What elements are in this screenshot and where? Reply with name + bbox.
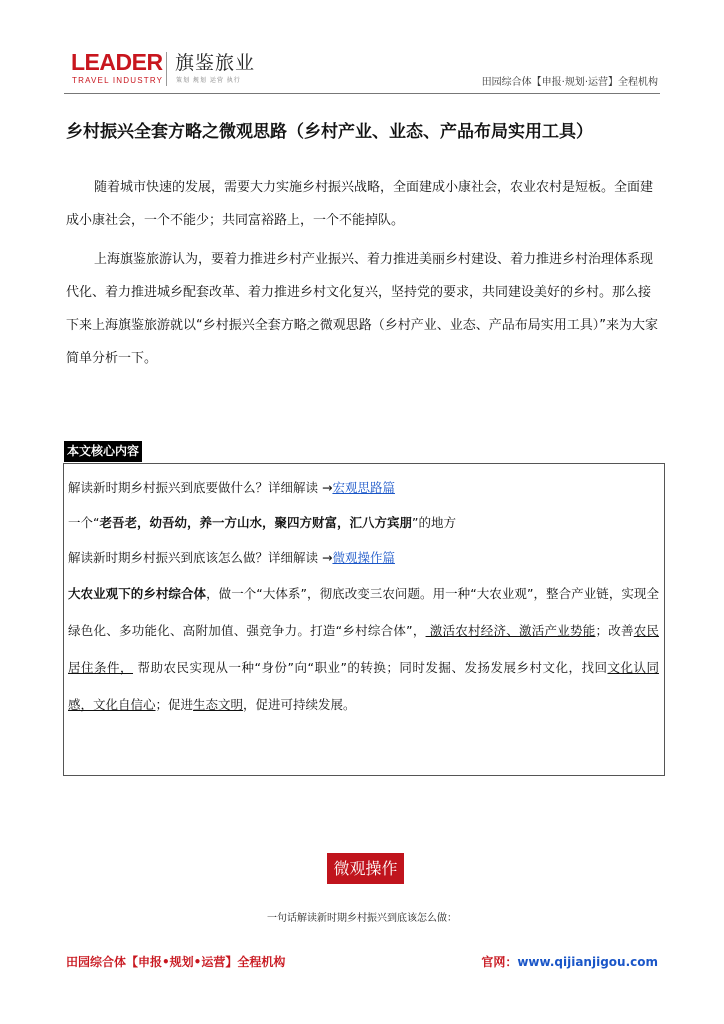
core-line-vision: 一个“老吾老，幼吾幼，养一方山水，聚四方财富，汇八方宾朋”的地方 [68, 515, 456, 530]
core-line-micro-text: 解读新时期乡村振兴到底该怎么做？详细解读 → [68, 550, 333, 565]
footer-website: 官网：www.qijianjigou.com [481, 955, 658, 969]
vision-statement: 老吾老，幼吾幼，养一方山水，聚四方财富，汇八方宾朋 [99, 515, 412, 530]
page-title: 乡村振兴全套方略之微观思路（乡村产业、业态、产品布局实用工具） [66, 122, 593, 142]
micro-operation-caption: 一句话解读新时期乡村振兴到底该怎么做： [267, 913, 457, 924]
core-content-box [63, 463, 665, 776]
logo-chinese-name: 旗鉴旅业 [175, 52, 256, 74]
intro-paragraph-1: 随着城市快速的发展，需要大力实施乡村振兴战略，全面建成小康社会，农业农村是短板。全面建成小康社会，一个不能少；共同富裕路上，一个不能掉队。 [66, 180, 654, 228]
footer-tagline: 田园综合体【申报•规划•运营】全程机构 [66, 955, 286, 969]
logo-slogan: 策划 规划 运营 执行 [176, 77, 241, 84]
core-summary-paragraph: 大农业观下的乡村综合体，做一个“大体系”，彻底改变三农问题。用一种“大农业观”，整合产业链，实现全绿色化、多功能化、高附加值、强竞争力。打造“乡村综合体”， 激活农村经济、激活产业势能；改善农民居住条件， 帮助农民实现从一种“身份”向“职业”的转换；同时发掘、发扬发展乡村文化，找回文化认同感，文化自信心；促进生态文明，促进可持续发展。 [68, 586, 659, 712]
logo-divider [166, 52, 167, 86]
intro-paragraph-2: 上海旗鉴旅游认为，要着力推进乡村产业振兴、着力推进美丽乡村建设、着力推进乡村治理体系现代化、着力推进城乡配套改革、着力推进乡村文化复兴，坚持党的要求，共同建设美好的乡村。那么接下来上海旗鉴旅游就以“乡村振兴全套方略之微观思路（乡村产业、业态、产品布局实用工具）”来为大家简单分析一下。 [66, 252, 658, 366]
core-line-macro [68, 470, 659, 505]
page-header [0, 0, 724, 95]
micro-operation-link[interactable]: 微观操作篇 [332, 550, 395, 565]
micro-operation-heading: 微观操作 [327, 853, 404, 884]
logo-subtitle: TRAVEL INDUSTRY [72, 76, 164, 85]
header-divider [64, 93, 660, 94]
macro-thinking-link[interactable]: 宏观思路篇 [332, 480, 395, 495]
core-line-macro-text: 解读新时期乡村振兴到底要做什么？详细解读 → [68, 480, 333, 495]
logo-leader: LEADER [71, 49, 163, 75]
header-tagline: 田园综合体【申报·规划·运营】全程机构 [481, 77, 658, 88]
core-content-label: 本文核心内容 [64, 441, 142, 462]
core-line-micro [68, 540, 659, 575]
website-link[interactable]: www.qijianjigou.com [517, 955, 658, 969]
